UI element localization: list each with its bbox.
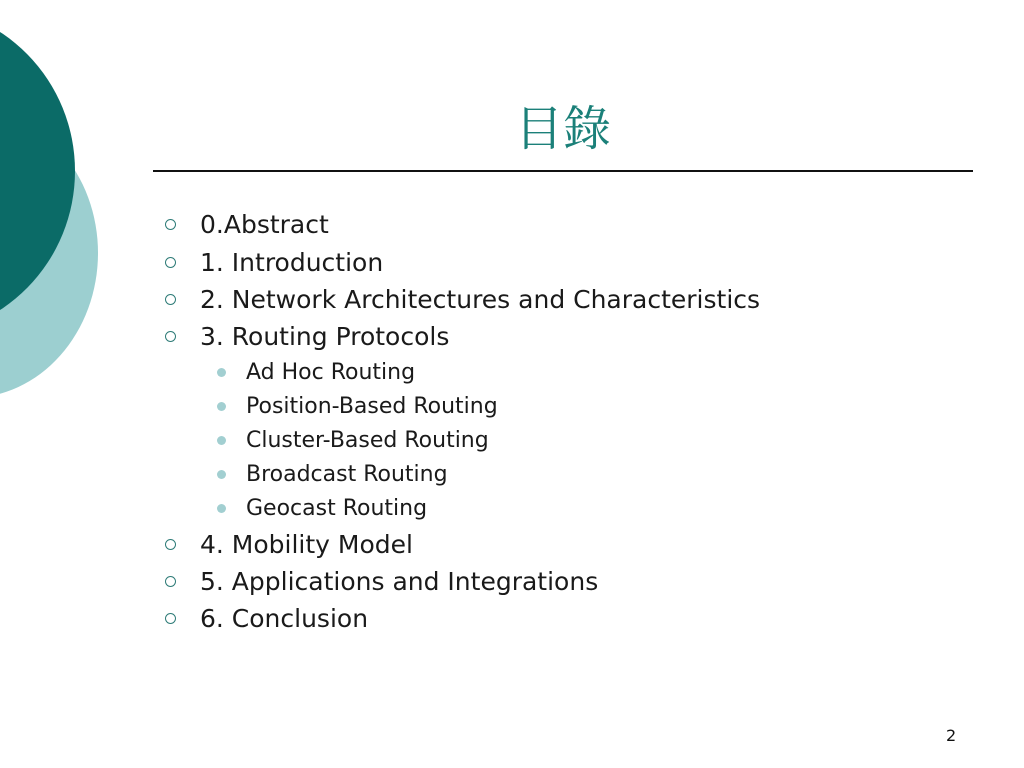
outline-item-conclusion xyxy=(165,600,368,636)
outline-item-text: 5. Applications and Integrations xyxy=(200,566,599,596)
outline-item-network-architectures xyxy=(165,281,760,317)
hollow-circle-bullet-icon xyxy=(165,331,176,342)
hollow-circle-bullet-icon xyxy=(165,219,176,230)
outline-item-text: 1. Introduction xyxy=(200,247,384,277)
hollow-circle-bullet-icon xyxy=(165,257,176,268)
outline-subitem-position-based-routing xyxy=(217,390,498,422)
outline-subitem-text: Geocast Routing xyxy=(246,495,428,521)
outline-item-routing-protocols xyxy=(165,318,449,354)
outline-subitem-geocast-routing xyxy=(217,492,427,524)
filled-dot-bullet-icon xyxy=(217,402,226,411)
hollow-circle-bullet-icon xyxy=(165,539,176,550)
hollow-circle-bullet-icon xyxy=(165,613,176,624)
outline-subitem-text: Ad Hoc Routing xyxy=(246,359,416,385)
filled-dot-bullet-icon xyxy=(217,470,226,479)
filled-dot-bullet-icon xyxy=(217,436,226,445)
outline-subitem-text: Broadcast Routing xyxy=(246,461,448,487)
outline-subitem-ad-hoc-routing xyxy=(217,356,415,388)
outline-item-abstract xyxy=(165,206,329,242)
outline-item-introduction xyxy=(165,244,383,280)
hollow-circle-bullet-icon xyxy=(165,294,176,305)
outline-subitem-text: Position-Based Routing xyxy=(246,393,498,419)
outline-item-text: 0.Abstract xyxy=(200,209,329,239)
outline-item-text: 2. Network Architectures and Characteristics xyxy=(200,284,761,314)
filled-dot-bullet-icon xyxy=(217,504,226,513)
outline-item-text: 4. Mobility Model xyxy=(200,529,413,559)
slide-page-number: 2 xyxy=(946,726,957,745)
slide-title: 目錄 xyxy=(514,101,611,157)
outline-item-text: 6. Conclusion xyxy=(200,603,369,633)
title-divider xyxy=(153,170,973,172)
outline-item-applications xyxy=(165,563,598,599)
outline-item-text: 3. Routing Protocols xyxy=(200,321,450,351)
outline-subitem-text: Cluster-Based Routing xyxy=(246,427,489,453)
hollow-circle-bullet-icon xyxy=(165,576,176,587)
outline-subitem-broadcast-routing xyxy=(217,458,448,490)
outline-subitem-cluster-based-routing xyxy=(217,424,489,456)
outline-item-mobility-model xyxy=(165,526,413,562)
filled-dot-bullet-icon xyxy=(217,368,226,377)
